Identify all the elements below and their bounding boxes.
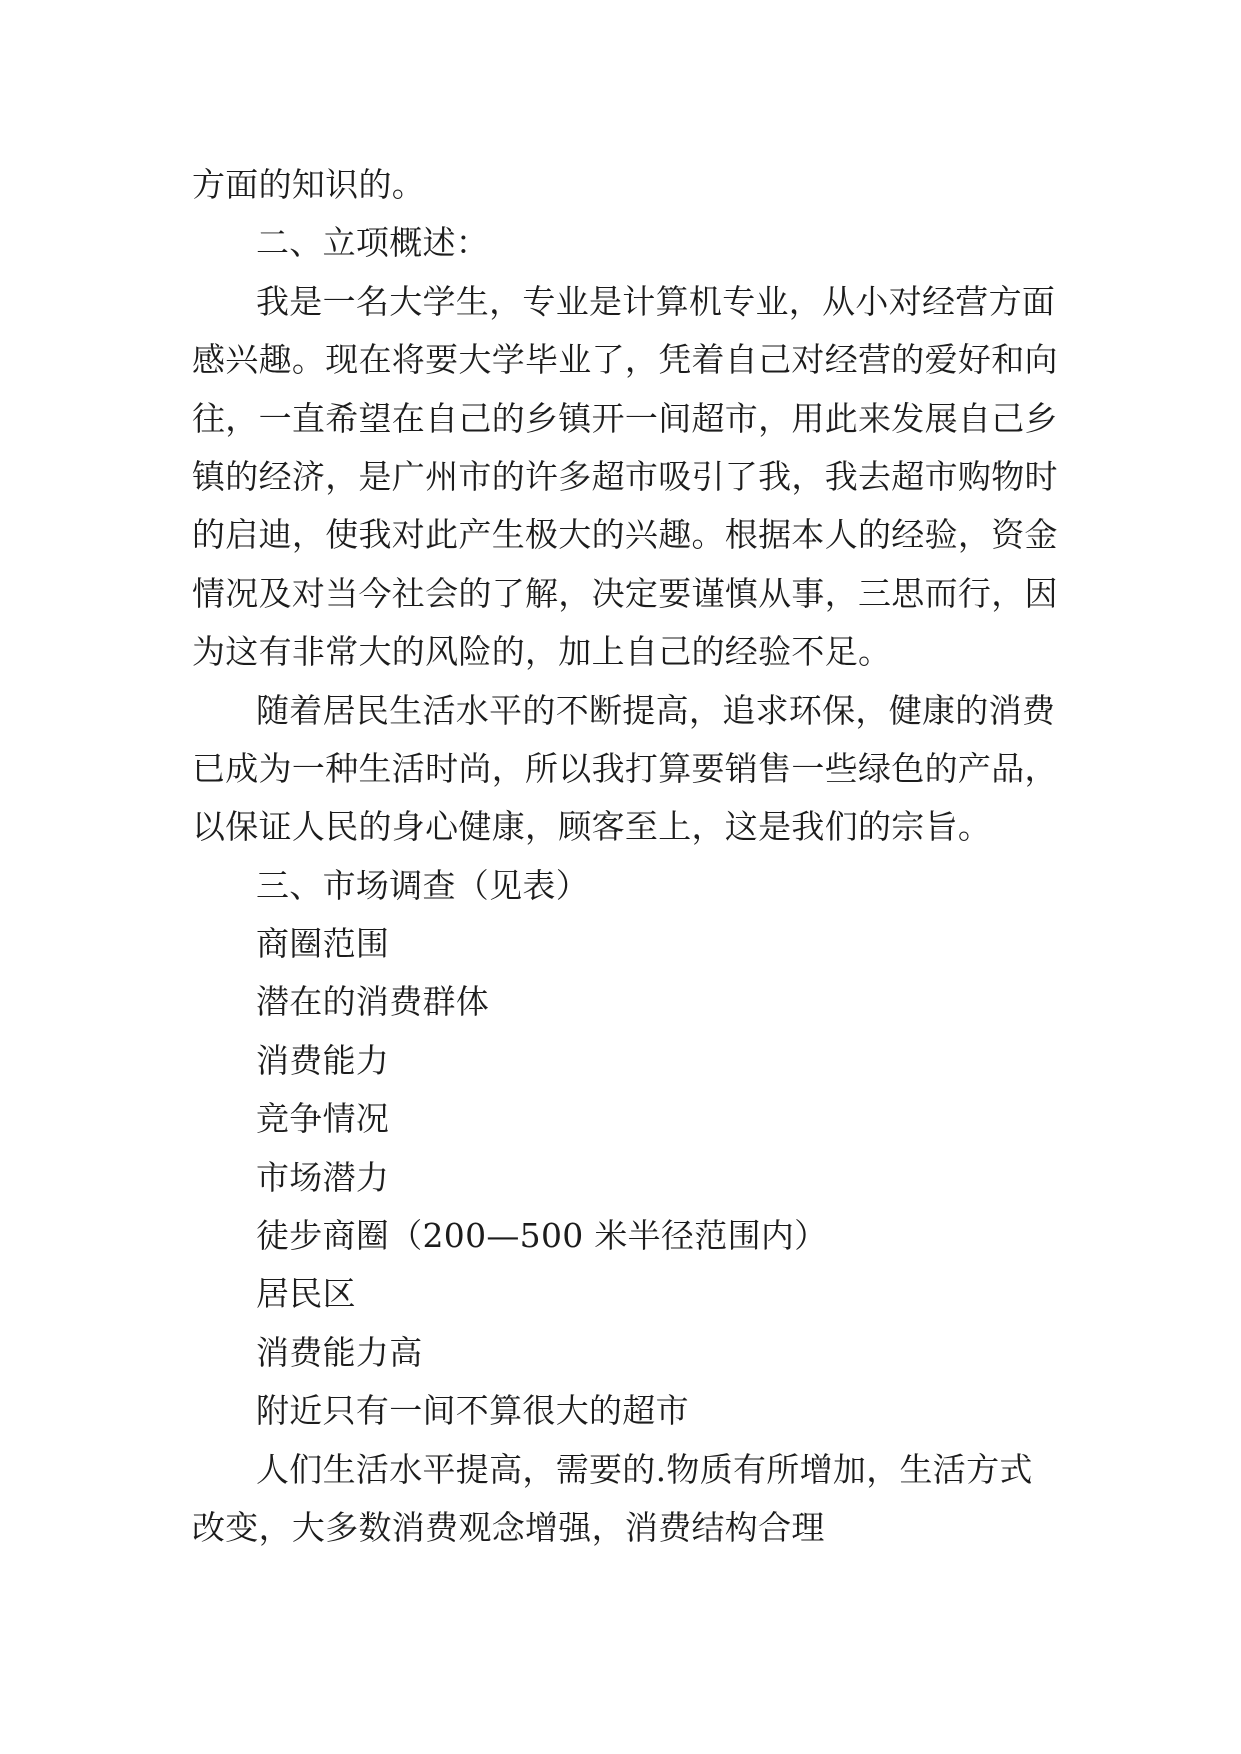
paragraph-line: 往，一直希望在自己的乡镇开一间超市，用此来发展自己乡 <box>192 398 1058 438</box>
survey-item: 商圈范围 <box>256 924 390 964</box>
paragraph-line: 改变，大多数消费观念增强，消费结构合理 <box>192 1507 825 1547</box>
survey-item: 附近只有一间不算很大的超市 <box>256 1391 689 1431</box>
paragraph-line: 我是一名大学生，专业是计算机专业，从小对经营方面 <box>256 281 1056 321</box>
section-heading-project-overview: 二、立项概述： <box>256 223 490 263</box>
paragraph-line: 镇的经济，是广州市的许多超市吸引了我，我去超市购物时 <box>192 456 1058 496</box>
paragraph-line: 感兴趣。现在将要大学毕业了，凭着自己对经营的爱好和向 <box>192 340 1058 380</box>
paragraph-line: 已成为一种生活时尚，所以我打算要销售一些绿色的产品， <box>192 748 1058 788</box>
paragraph-background <box>192 273 1058 682</box>
paragraph-line: 情况及对当今社会的了解，决定要谨慎从事，三思而行，因 <box>192 573 1058 613</box>
survey-item: 消费能力高 <box>256 1332 423 1372</box>
survey-item: 消费能力 <box>256 1040 390 1080</box>
survey-item: 竞争情况 <box>256 1099 390 1139</box>
survey-item: 居民区 <box>256 1274 356 1314</box>
paragraph-line: 人们生活水平提高，需要的.物质有所增加，生活方式 <box>256 1449 1033 1489</box>
paragraph-line: 的启迪，使我对此产生极大的兴趣。根据本人的经验，资金 <box>192 515 1058 555</box>
survey-item-list <box>192 915 1058 1441</box>
survey-item: 潜在的消费群体 <box>256 982 490 1022</box>
paragraph-consumption-trend <box>192 1441 1058 1558</box>
paragraph-line: 为这有非常大的风险的，加上自己的经验不足。 <box>192 632 892 672</box>
survey-item: 市场潜力 <box>256 1157 390 1197</box>
survey-item: 徒步商圈（200—500 米半径范围内） <box>256 1216 828 1256</box>
paragraph-green-products <box>192 682 1058 857</box>
continuation-line: 方面的知识的。 <box>192 165 426 204</box>
paragraph-line: 随着居民生活水平的不断提高，追求环保，健康的消费 <box>256 690 1056 730</box>
section-heading-market-survey: 三、市场调查（见表） <box>256 865 589 905</box>
paragraph-line: 以保证人民的身心健康，顾客至上，这是我们的宗旨。 <box>192 807 992 847</box>
